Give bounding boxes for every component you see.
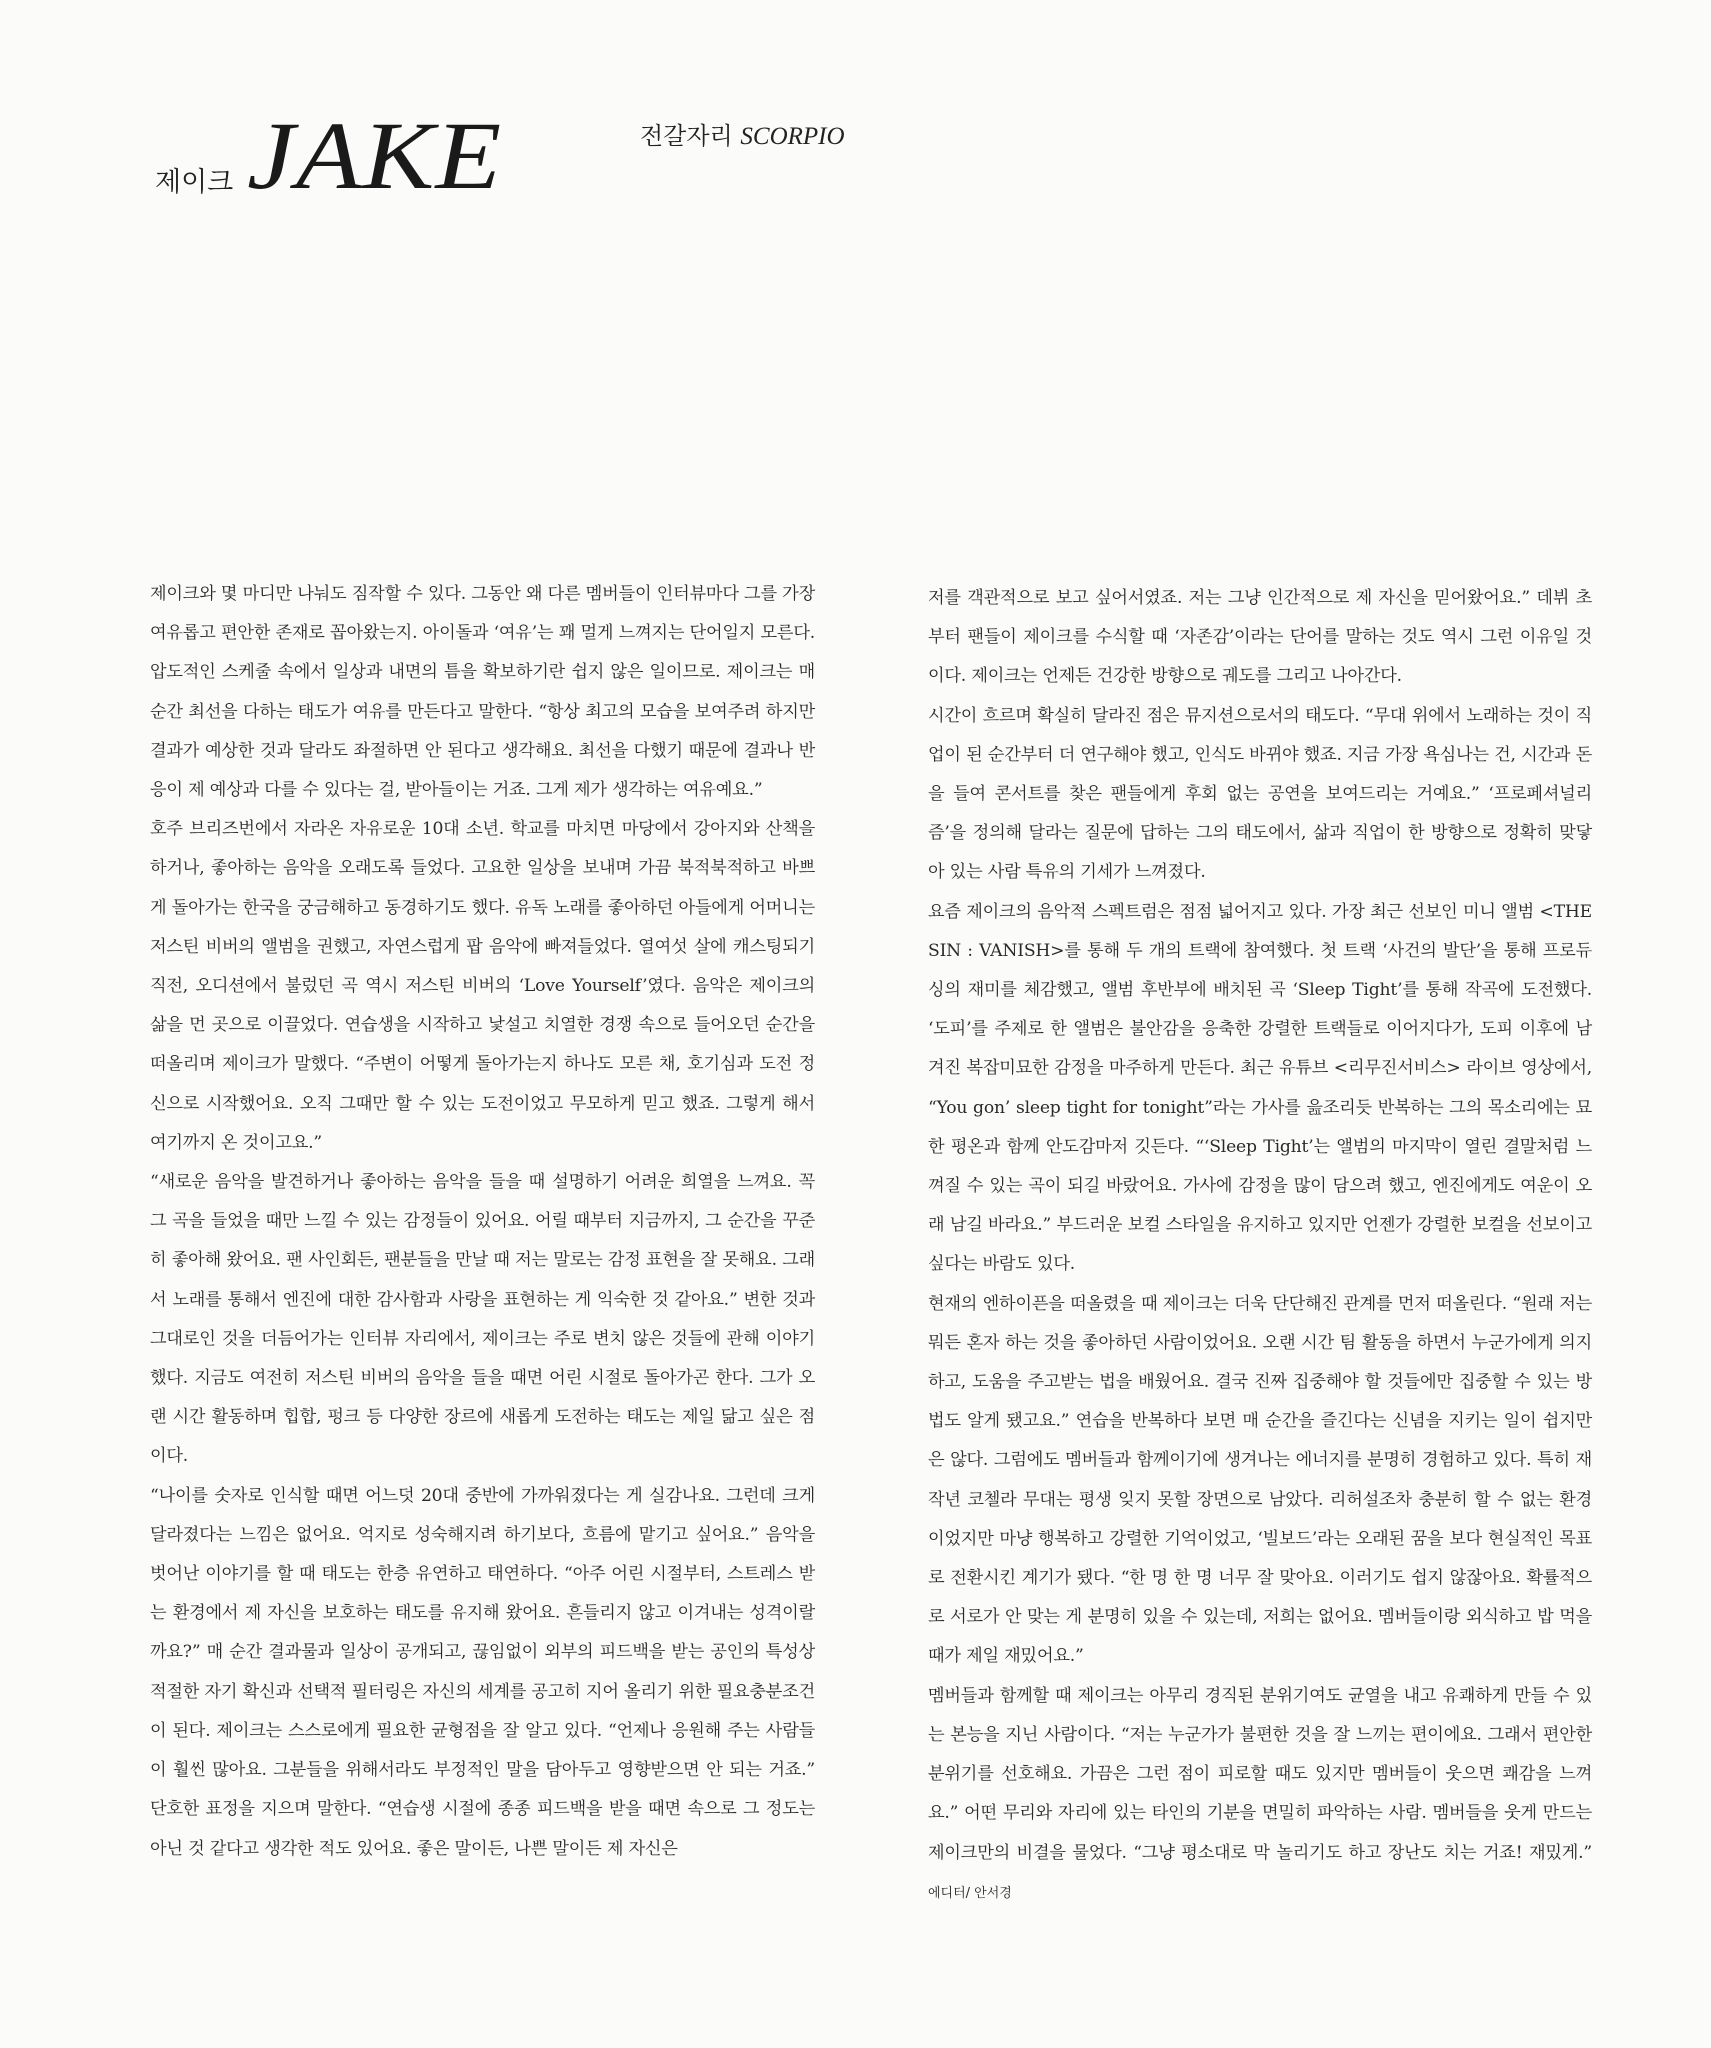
paragraph: 호주 브리즈번에서 자라온 자유로운 10대 소년. 학교를 마치면 마당에서 강아지와 산책을 하거나, 좋아하는 음악을 오래도록 들었다. 고요한 일상을 보내며 가끔 북적북적하고 바쁘게 돌아가는 한국을 궁금해하고 동경하기도 했다. 유독 노래를 좋아하던 아들에게 어머니는 저스틴 비버의 앨범을 권했고, 자연스럽게 팝 음악에 빠져들었다. 열여섯 살에 캐스팅되기 직전, 오디션에서 불렀던 곡 역시 저스틴 비버의 ‘Love Yourself’였다. 음악은 제이크의 삶을 먼 곳으로 이끌었다. 연습생을 시작하고 낯설고 치열한 경쟁 속으로 들어오던 순간을 떠올리며 제이크가 말했다. “주변이 어떻게 돌아가는지 하나도 모른 채, 호기심과 도전 정신으로 시작했어요. 오직 그때만 할 수 있는 도전이었고 무모하게 믿고 했죠. 그렇게 해서 여기까지 온 것이고요.” [150,819,815,1153]
editor-credit: 에디터/ 안서경 [928,1885,1012,1901]
paragraph: “새로운 음악을 발견하거나 좋아하는 음악을 들을 때 설명하기 어려운 희열을 느껴요. 꼭 그 곡을 들었을 때만 느낄 수 있는 감정들이 있어요. 어릴 때부터 지금까지, 그 순간을 꾸준히 좋아해 왔어요. 팬 사인회든, 팬분들을 만날 때 저는 말로는 감정 표현을 잘 못해요. 그래서 노래를 통해서 엔진에 대한 감사함과 사랑을 표현하는 게 익숙한 것 같아요.” 변한 것과 그대로인 것을 더듬어가는 인터뷰 자리에서, 제이크는 주로 변치 않은 것들에 관해 이야기했다. 지금도 여전히 저스틴 비버의 음악을 들을 때면 어린 시절로 돌아가곤 한다. 그가 오랜 시간 활동하며 힙합, 펑크 등 다양한 장르에 새롭게 도전하는 태도는 제일 닮고 싶은 점이다. [150,1172,815,1467]
zodiac-sign-english: SCORPIO [740,123,845,150]
paragraph: 저를 객관적으로 보고 싶어서였죠. 저는 그냥 인간적으로 제 자신을 믿어왔어요.” 데뷔 초부터 팬들이 제이크를 수식할 때 ‘자존감’이라는 단어를 말하는 것도 역시 그런 이유일 것이다. 제이크는 언제든 건강한 방향으로 궤도를 그리고 나아간다. [928,588,1592,687]
article-left-column [150,575,815,1869]
paragraph: 현재의 엔하이픈을 떠올렸을 때 제이크는 더욱 단단해진 관계를 먼저 떠올린다. “원래 저는 뭐든 혼자 하는 것을 좋아하던 사람이었어요. 오랜 시간 팀 활동을 하면서 누군가에게 의지하고, 도움을 주고받는 법을 배웠어요. 결국 진짜 집중해야 할 것들에만 집중할 수 있는 방법도 알게 됐고요.” 연습을 반복하다 보면 매 순간을 즐긴다는 신념을 지키는 일이 쉽지만은 않다. 그럼에도 멤버들과 함께이기에 생겨나는 에너지를 분명히 경험하고 있다. 특히 재작년 코첼라 무대는 평생 잊지 못할 장면으로 남았다. 리허설조차 충분히 할 수 없는 환경이었지만 마냥 행복하고 강렬한 기억이었고, ‘빌보드’라는 오래된 꿈을 보다 현실적인 목표로 전환시킨 계기가 됐다. “한 명 한 명 너무 잘 맞아요. 이러기도 쉽지 않잖아요. 확률적으로 서로가 안 맞는 게 분명히 있을 수 있는데, 저희는 없어요. 멤버들이랑 외식하고 밥 먹을 때가 제일 재밌어요.” [928,1293,1592,1667]
paragraph: 시간이 흐르며 확실히 달라진 점은 뮤지션으로서의 태도다. “무대 위에서 노래하는 것이 직업이 된 순간부터 더 연구해야 했고, 인식도 바뀌야 했죠. 지금 가장 욕심나는 건, 시간과 돈을 들여 콘서트를 찾은 팬들에게 후회 없는 공연을 보여드리는 거예요.” ‘프로페셔널리즘’을 정의해 달라는 질문에 답하는 그의 태도에서, 삶과 직업이 한 방향으로 정확히 맞닿아 있는 사람 특유의 기세가 느껴졌다. [928,705,1592,883]
zodiac-sign [640,116,845,151]
paragraph-last [928,1677,1592,1913]
name-korean: 제이크 [155,167,234,198]
paragraph: 제이크와 몇 마디만 나눠도 짐작할 수 있다. 그동안 왜 다른 멤버들이 인터뷰마다 그를 가장 여유롭고 편안한 존재로 꼽아왔는지. 아이돌과 ‘여유’는 꽤 멀게 느껴지는 단어일지 모른다. 압도적인 스케줄 속에서 일상과 내면의 틈을 확보하기란 쉽지 않은 일이므로. 제이크는 매 순간 최선을 다하는 태도가 여유를 만든다고 말한다. “항상 최고의 모습을 보여주려 하지만 결과가 예상한 것과 달라도 좌절하면 안 된다고 생각해요. 최선을 다했기 때문에 결과나 반응이 제 예상과 다를 수 있다는 걸, 받아들이는 거죠. 그게 제가 생각하는 여유예요.” [150,584,815,801]
article-right-column [928,579,1592,1913]
paragraph: 멤버들과 함께할 때 제이크는 아무리 경직된 분위기여도 균열을 내고 유쾌하게 만들 수 있는 본능을 지닌 사람이다. “저는 누군가가 불편한 것을 잘 느끼는 편이에요. 그래서 편안한 분위기를 선호해요. 가끔은 그런 점이 피로할 때도 있지만 멤버들이 웃으면 쾌감을 느껴요.” 어떤 무리와 자리에 있는 타인의 기분을 면밀히 파악하는 사람. 멤버들을 웃게 만드는 제이크만의 비결을 물었다. “그냥 평소대로 막 놀리기도 하고 장난도 치는 거죠! 재밌게.” [928,1685,1592,1863]
name-english: JAKE [247,102,503,209]
paragraph: “나이를 숫자로 인식할 때면 어느덧 20대 중반에 가까워졌다는 게 실감나요. 그런데 크게 달라졌다는 느낌은 없어요. 억지로 성숙해지려 하기보다, 흐름에 맡기고 싶어요.” 음악을 벗어난 이야기를 할 때 태도는 한층 유연하고 태연하다. “아주 어린 시절부터, 스트레스 받는 환경에서 제 자신을 보호하는 태도를 유지해 왔어요. 흔들리지 않고 이겨내는 성격이랄까요?” 매 순간 결과물과 일상이 공개되고, 끊임없이 외부의 피드백을 받는 공인의 특성상 적절한 자기 확신과 선택적 필터링은 자신의 세계를 공고히 지어 올리기 위한 필요충분조건이 된다. 제이크는 스스로에게 필요한 균형점을 잘 알고 있다. “언제나 응원해 주는 사람들이 훨씬 많아요. 그분들을 위해서라도 부정적인 말을 담아두고 영향받으면 안 되는 거죠.” 단호한 표정을 지으며 말한다. “연습생 시절에 종종 피드백을 받을 때면 속으로 그 정도는 아닌 것 같다고 생각한 적도 있어요. 좋은 말이든, 나쁜 말이든 제 자신은 [150,1485,815,1859]
paragraph: 요즘 제이크의 음악적 스펙트럼은 점점 넓어지고 있다. 가장 최근 선보인 미니 앨범 <THE SIN : VANISH>를 통해 두 개의 트랙에 참여했다. 첫 트랙 ‘사건의 발단’을 통해 프로듀싱의 재미를 체감했고, 앨범 후반부에 배치된 곡 ‘Sleep Tight’를 통해 작곡에 도전했다. ‘도피’를 주제로 한 앨범은 불안감을 응축한 강렬한 트랙들로 이어지다가, 도피 이후에 남겨진 복잡미묘한 감정을 마주하게 만든다. 최근 유튜브 <리무진서비스> 라이브 영상에서, “You gon’ sleep tight for tonight”라는 가사를 읊조리듯 반복하는 그의 목소리에는 묘한 평온과 함께 안도감마저 깃든다. “‘Sleep Tight’는 앨범의 마지막이 열린 결말처럼 느껴질 수 있는 곡이 되길 바랐어요. 가사에 감정을 많이 담으려 했고, 엔진에게도 여운이 오래 남길 바라요.” 부드러운 보컬 스타일을 유지하고 있지만 언젠가 강렬한 보컬을 선보이고 싶다는 바람도 있다. [928,901,1592,1275]
article-header [155,102,1055,209]
zodiac-sign-korean: 전갈자리 [640,122,733,150]
